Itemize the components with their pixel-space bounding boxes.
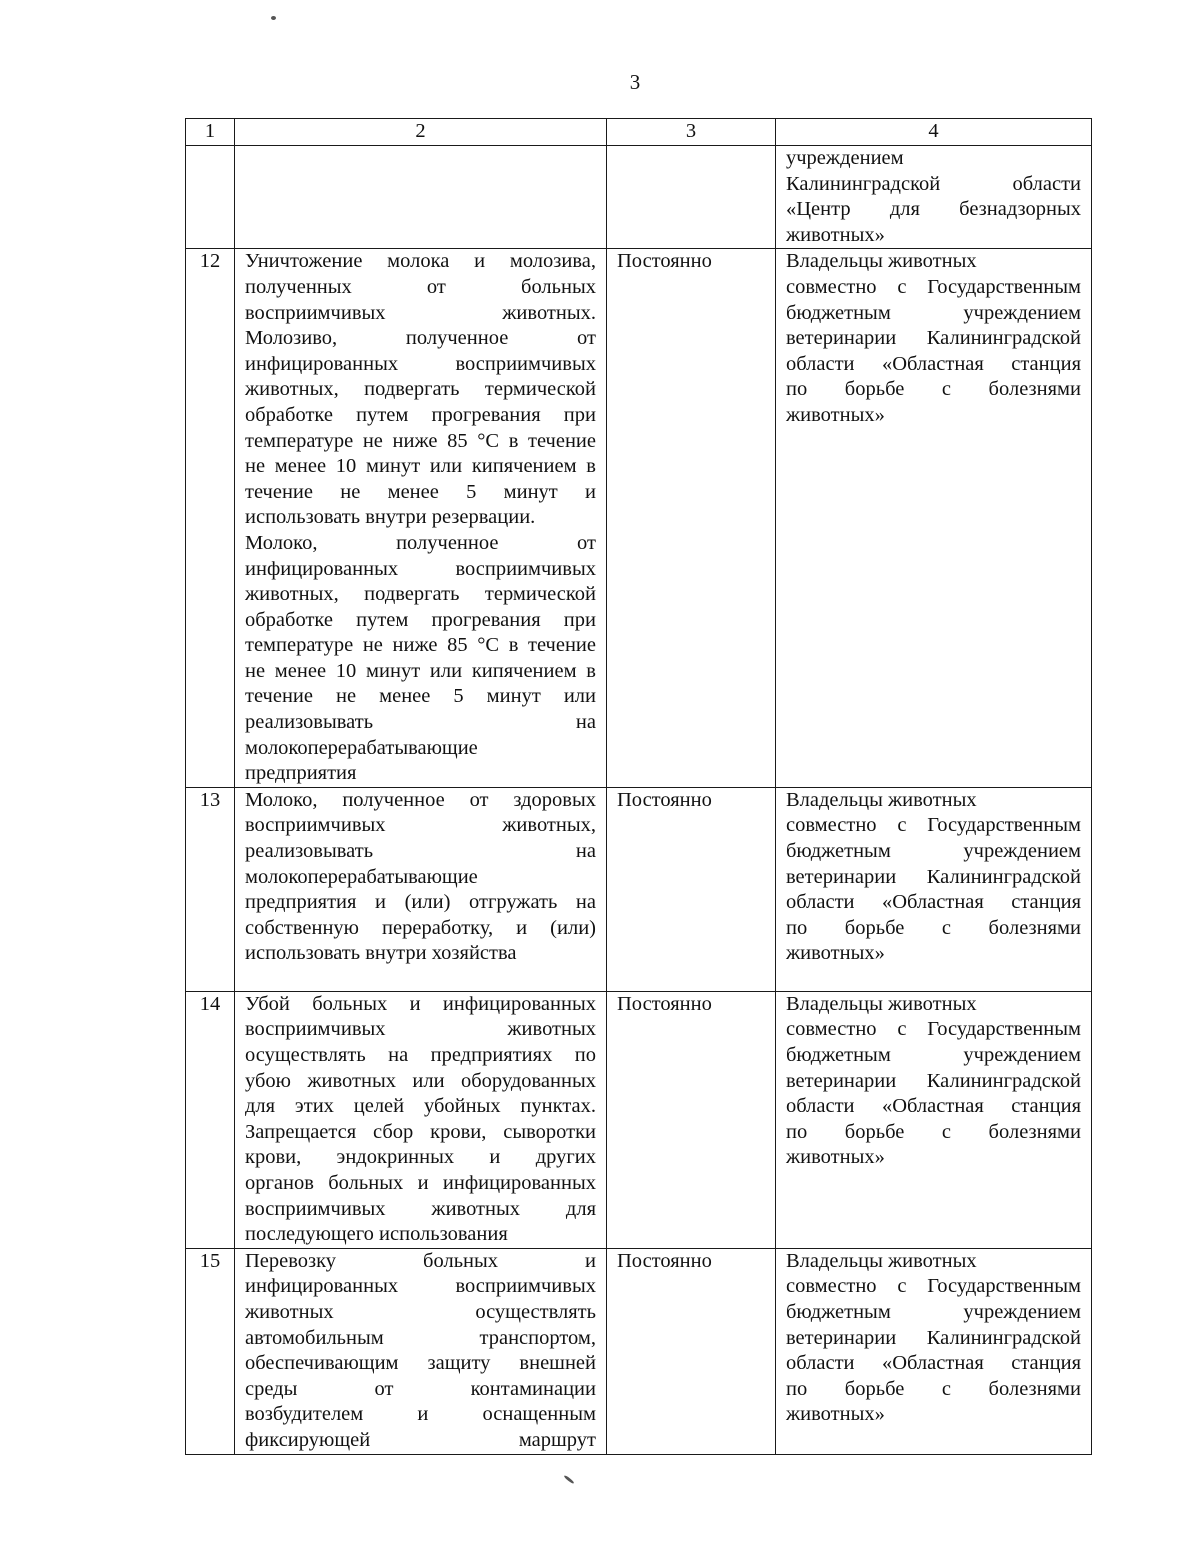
text-line: животных, подвергать термической <box>245 583 596 606</box>
text-line: крови, эндокринных и других <box>245 1146 596 1169</box>
text-line: обеспечивающим защиту внешней <box>245 1352 596 1375</box>
text-line: ветеринарии Калининградской <box>786 1326 1081 1349</box>
text-line: области «Областная станция <box>786 352 1081 375</box>
text-line: Уничтожение молока и молозива, <box>245 250 596 273</box>
table-row-12 <box>186 249 1092 787</box>
text-line: Молоко, полученное от здоровых <box>245 788 596 811</box>
text-line: среды от контаминации <box>245 1377 596 1400</box>
text-line: Молоко, полученное от <box>245 531 596 554</box>
page-number: 3 <box>629 70 641 94</box>
text-line: течение не менее 5 минут или <box>245 685 596 708</box>
text-line: ветеринарии Калининградской <box>786 327 1081 350</box>
text-line: «Центр для безнадзорных <box>786 198 1081 221</box>
column-header: 4 <box>776 119 1092 146</box>
row-number: 12 <box>186 249 235 787</box>
row-term: Постоянно <box>607 1248 776 1454</box>
text-line: Владельцы животных <box>786 1249 977 1272</box>
text-line: животных» <box>786 223 885 246</box>
text-line: температуре не ниже 85 °С в течение <box>245 429 596 452</box>
row-description <box>235 1248 607 1454</box>
text-line: использовать внутри хозяйства <box>245 942 517 965</box>
text-line: по борьбе с болезнями <box>786 916 1081 939</box>
text-line: фиксирующей маршрут <box>245 1428 596 1451</box>
text-line: автомобильным транспортом, <box>245 1326 596 1349</box>
row-description <box>235 787 607 991</box>
text-line: инфицированных восприимчивых <box>245 352 596 375</box>
table-row-14 <box>186 991 1092 1248</box>
column-header: 2 <box>235 119 607 146</box>
text-line: использовать внутри резервации. <box>245 506 536 529</box>
text-line: бюджетным учреждением <box>786 301 1081 324</box>
text-line: животных осуществлять <box>245 1300 596 1323</box>
row-number: 14 <box>186 991 235 1248</box>
scan-speck-top <box>271 16 276 20</box>
text-line: бюджетным учреждением <box>786 840 1081 863</box>
text-line: последующего использования <box>245 1223 508 1246</box>
measures-table <box>185 118 1092 1455</box>
row-responsible <box>776 249 1092 787</box>
table-header-row <box>186 119 1092 146</box>
text-line: Владельцы животных <box>786 992 977 1015</box>
text-line: совместно с Государственным <box>786 275 1081 298</box>
text-line: реализовывать на <box>245 840 596 863</box>
text-line: Владельцы животных <box>786 250 977 273</box>
column-header: 1 <box>186 119 235 146</box>
text-line: восприимчивых животных, <box>245 814 596 837</box>
text-line: по борьбе с болезнями <box>786 378 1081 401</box>
text-line: животных» <box>786 942 885 965</box>
row-number: 15 <box>186 1248 235 1454</box>
text-line: совместно с Государственным <box>786 814 1081 837</box>
text-line: полученных от больных <box>245 275 596 298</box>
text-line: животных» <box>786 1146 885 1169</box>
scan-speck-bottom <box>563 1475 574 1485</box>
row-responsible <box>776 991 1092 1248</box>
text-line: животных, подвергать термической <box>245 378 596 401</box>
table-row-13 <box>186 787 1092 991</box>
text-line: по борьбе с болезнями <box>786 1377 1081 1400</box>
text-line: совместно с Государственным <box>786 1018 1081 1041</box>
text-line: Убой больных и инфицированных <box>245 992 596 1015</box>
text-line: инфицированных восприимчивых <box>245 557 596 580</box>
text-line: Запрещается сбор крови, сыворотки <box>245 1120 596 1143</box>
text-line: обработке путем прогревания при <box>245 403 596 426</box>
text-line: температуре не ниже 85 °С в течение <box>245 634 596 657</box>
text-line: животных» <box>786 403 885 426</box>
text-line: для этих целей убойных пунктах. <box>245 1095 596 1118</box>
row-term: Постоянно <box>607 787 776 991</box>
row-term <box>607 146 776 249</box>
table-row-continuation <box>186 146 1092 249</box>
text-line: собственную переработку, и (или) <box>245 916 596 939</box>
text-line: учреждением <box>786 147 904 169</box>
text-line: реализовывать на <box>245 711 596 734</box>
row-description <box>235 991 607 1248</box>
text-line: инфицированных восприимчивых <box>245 1275 596 1298</box>
text-line: не менее 10 минут или кипячением в <box>245 659 596 682</box>
column-header: 3 <box>607 119 776 146</box>
text-line: области «Областная станция <box>786 891 1081 914</box>
text-line: Перевозку больных и <box>245 1249 596 1272</box>
text-line: молокоперерабатывающие <box>245 865 478 888</box>
text-line: совместно с Государственным <box>786 1275 1081 1298</box>
text-line: области «Областная станция <box>786 1352 1081 1375</box>
row-number <box>186 146 235 249</box>
row-responsible <box>776 787 1092 991</box>
text-line: возбудителем и оснащенным <box>245 1403 596 1426</box>
text-line: обработке путем прогревания при <box>245 608 596 631</box>
text-line: восприимчивых животных. <box>245 301 596 324</box>
text-line: бюджетным учреждением <box>786 1300 1081 1323</box>
table-row-15 <box>186 1248 1092 1454</box>
text-line: ветеринарии Калининградской <box>786 1069 1081 1092</box>
row-description <box>235 146 607 249</box>
text-line: по борьбе с болезнями <box>786 1120 1081 1143</box>
row-term: Постоянно <box>607 991 776 1248</box>
text-line: Молозиво, полученное от <box>245 327 596 350</box>
text-line: не менее 10 минут или кипячением в <box>245 455 596 478</box>
text-line: предприятия <box>245 762 357 785</box>
row-term: Постоянно <box>607 249 776 787</box>
text-line: предприятия и (или) отгружать на <box>245 891 596 914</box>
text-line: убою животных или оборудованных <box>245 1069 596 1092</box>
row-responsible <box>776 1248 1092 1454</box>
text-line: бюджетным учреждением <box>786 1044 1081 1067</box>
text-line: Калининградской области <box>786 172 1081 195</box>
row-number: 13 <box>186 787 235 991</box>
text-line: молокоперерабатывающие <box>245 736 478 759</box>
text-line: области «Областная станция <box>786 1095 1081 1118</box>
text-line: течение не менее 5 минут и <box>245 480 596 503</box>
text-line: восприимчивых животных <box>245 1018 596 1041</box>
text-line: осуществлять на предприятиях по <box>245 1044 596 1067</box>
text-line: животных» <box>786 1403 885 1426</box>
row-responsible <box>776 146 1092 249</box>
text-line: ветеринарии Калининградской <box>786 865 1081 888</box>
text-line: органов больных и инфицированных <box>245 1172 596 1194</box>
text-line: Владельцы животных <box>786 788 977 811</box>
row-description <box>235 249 607 787</box>
text-line: восприимчивых животных для <box>245 1197 596 1220</box>
